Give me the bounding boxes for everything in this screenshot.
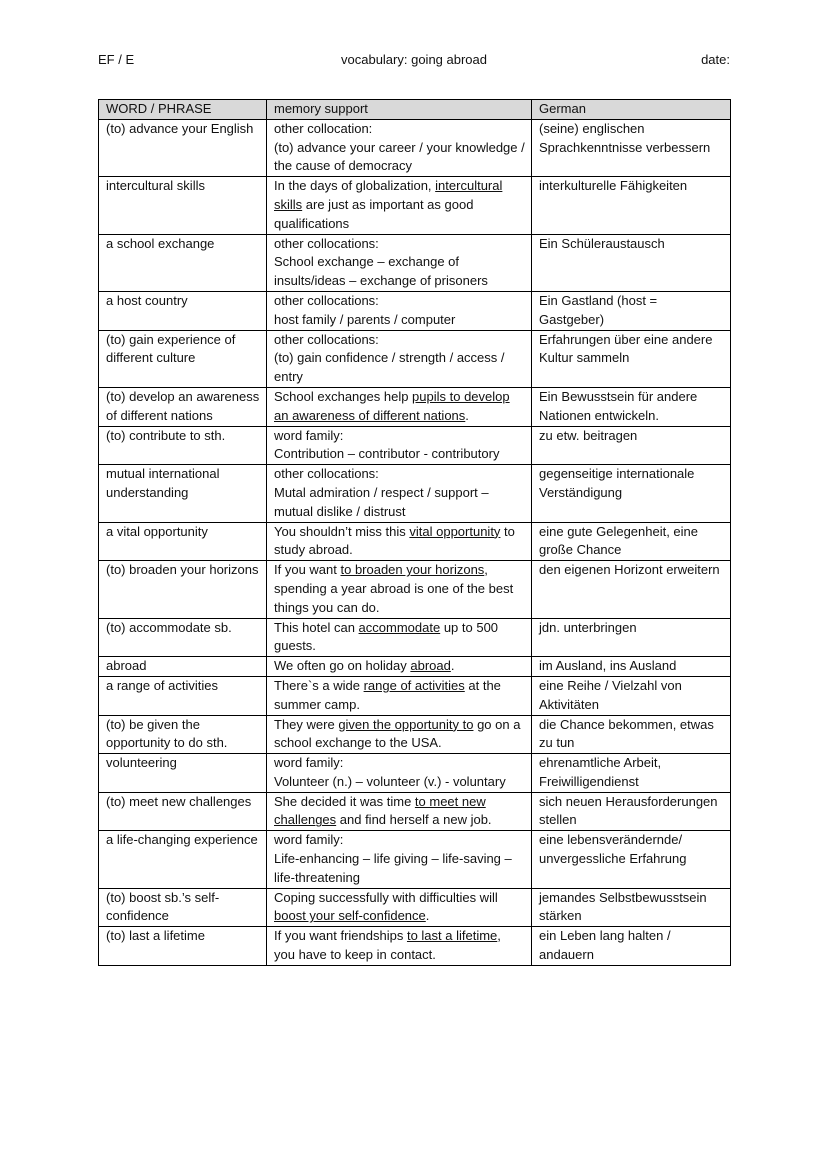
word-cell: volunteering	[99, 754, 267, 793]
german-cell: gegenseitige internationale Verständigung	[532, 465, 731, 522]
highlighted-phrase: pupils to develop an awareness of different nations	[274, 388, 510, 423]
column-header-german: German	[532, 100, 731, 120]
german-cell: eine lebensverändernde/ unvergessliche Erfahrung	[532, 831, 731, 888]
table-row	[99, 177, 731, 234]
memory-line	[274, 331, 525, 350]
memory-text: This hotel can	[274, 619, 359, 635]
word-cell: (to) last a lifetime	[99, 927, 267, 966]
memory-cell	[267, 927, 532, 966]
word-cell: (to) broaden your horizons	[99, 561, 267, 618]
table-row	[99, 291, 731, 330]
table-row	[99, 426, 731, 465]
memory-line	[274, 523, 525, 561]
memory-line	[274, 619, 525, 657]
memory-text: .	[425, 908, 430, 924]
table-row	[99, 792, 731, 831]
table-header	[99, 100, 731, 120]
memory-text: Contribution – contributor - contributory	[274, 446, 500, 462]
german-cell: ein Leben lang halten / andauern	[532, 927, 731, 966]
memory-line	[274, 793, 525, 831]
memory-line	[274, 465, 525, 484]
highlighted-phrase: boost your self-confidence	[274, 908, 426, 924]
memory-cell	[267, 715, 532, 754]
word-cell: mutual international understanding	[99, 465, 267, 522]
table-row	[99, 657, 731, 677]
memory-line	[274, 889, 525, 927]
memory-cell	[267, 754, 532, 793]
column-header-memory: memory support	[267, 100, 532, 120]
memory-line	[274, 850, 525, 888]
memory-text: You shouldn’t miss this	[274, 523, 410, 539]
memory-line	[274, 292, 525, 311]
table-row	[99, 676, 731, 715]
word-cell: a range of activities	[99, 676, 267, 715]
german-cell: Ein Bewusstsein für andere Nationen entwickeln.	[532, 387, 731, 426]
highlighted-phrase: intercultural skills	[274, 178, 503, 212]
table-row	[99, 754, 731, 793]
word-cell: a life-changing experience	[99, 831, 267, 888]
memory-text: If you want friendships	[274, 928, 407, 944]
highlighted-phrase: to broaden your horizons	[340, 562, 485, 578]
table-row	[99, 387, 731, 426]
german-cell: Ein Schüleraustausch	[532, 234, 731, 291]
memory-text: We often go on holiday	[274, 658, 411, 674]
class-label: EF / E	[98, 52, 135, 67]
memory-text: go on a school exchange to the USA.	[274, 716, 521, 751]
memory-cell	[267, 330, 532, 387]
date-label: date:	[701, 52, 730, 67]
memory-cell	[267, 561, 532, 618]
table-row	[99, 618, 731, 657]
highlighted-phrase: given the opportunity to	[338, 716, 474, 732]
memory-line	[274, 716, 525, 754]
table-row	[99, 561, 731, 618]
word-cell: (to) contribute to sth.	[99, 426, 267, 465]
memory-cell	[267, 831, 532, 888]
memory-text: word family:	[274, 755, 344, 771]
memory-text: host family / parents / computer	[274, 311, 456, 327]
highlighted-phrase: range of activities	[363, 677, 465, 693]
german-cell: im Ausland, ins Ausland	[532, 657, 731, 677]
memory-text: Life-enhancing – life giving – life-saving – life-threatening	[274, 851, 512, 885]
memory-line	[274, 311, 525, 330]
word-cell: a host country	[99, 291, 267, 330]
memory-line	[274, 484, 525, 522]
word-cell: (to) gain experience of different culture	[99, 330, 267, 387]
page-title: vocabulary: going abroad	[341, 52, 487, 67]
memory-text: Coping successfully with difficulties will	[274, 889, 498, 905]
table-row	[99, 234, 731, 291]
german-cell: sich neuen Herausforderungen stellen	[532, 792, 731, 831]
vocabulary-table	[98, 99, 731, 966]
page-header	[98, 50, 730, 70]
table-row	[99, 715, 731, 754]
memory-cell	[267, 291, 532, 330]
german-cell: interkulturelle Fähigkeiten	[532, 177, 731, 234]
memory-line	[274, 773, 525, 792]
memory-text: , spending a year abroad is one of the best things you can do.	[274, 562, 514, 615]
german-cell: zu etw. beitragen	[532, 426, 731, 465]
memory-line	[274, 235, 525, 254]
german-cell: jemandes Selbstbewusstsein stärken	[532, 888, 731, 927]
memory-cell	[267, 119, 532, 176]
header-row	[99, 100, 731, 120]
word-cell: intercultural skills	[99, 177, 267, 234]
memory-text: word family:	[274, 832, 344, 848]
memory-text: at the summer camp.	[274, 677, 501, 712]
word-cell: abroad	[99, 657, 267, 677]
table-body	[99, 119, 731, 965]
table-row	[99, 330, 731, 387]
memory-line	[274, 677, 525, 715]
highlighted-phrase: to last a lifetime	[406, 928, 498, 944]
table-row	[99, 522, 731, 561]
memory-line	[274, 177, 525, 233]
german-cell: den eigenen Horizont erweitern	[532, 561, 731, 618]
memory-text: There`s a wide	[274, 677, 364, 693]
memory-text: In the days of globalization,	[274, 178, 436, 194]
memory-text: other collocations:	[274, 292, 379, 308]
memory-cell	[267, 888, 532, 927]
german-cell: Erfahrungen über eine andere Kultur sammeln	[532, 330, 731, 387]
german-cell: eine Reihe / Vielzahl von Aktivitäten	[532, 676, 731, 715]
table-row	[99, 465, 731, 522]
highlighted-phrase: to meet new challenges	[274, 793, 486, 828]
column-header-word: WORD / PHRASE	[99, 100, 267, 120]
memory-text: She decided it was time	[274, 793, 415, 809]
memory-text: and find herself a new job.	[336, 812, 492, 828]
memory-text: are just as important as good qualifications	[274, 196, 474, 231]
memory-cell	[267, 522, 532, 561]
memory-text: .	[465, 407, 469, 423]
memory-cell	[267, 618, 532, 657]
word-cell: (to) develop an awareness of different nations	[99, 387, 267, 426]
german-cell: ehrenamtliche Arbeit, Freiwilligendienst	[532, 754, 731, 793]
highlighted-phrase: vital opportunity	[409, 523, 501, 539]
memory-text: word family:	[274, 427, 344, 443]
memory-text: to study abroad.	[274, 523, 515, 558]
memory-line	[274, 927, 525, 965]
word-cell: (to) accommodate sb.	[99, 618, 267, 657]
highlighted-phrase: accommodate	[358, 619, 441, 635]
german-cell: jdn. unterbringen	[532, 618, 731, 657]
memory-line	[274, 253, 525, 291]
memory-line	[274, 657, 525, 676]
word-cell: (to) meet new challenges	[99, 792, 267, 831]
memory-text: School exchanges help	[274, 388, 413, 404]
memory-line	[274, 561, 525, 617]
memory-cell	[267, 177, 532, 234]
word-cell: (to) boost sb.’s self-confidence	[99, 888, 267, 927]
memory-line	[274, 754, 525, 773]
memory-cell	[267, 234, 532, 291]
memory-text: , you have to keep in contact.	[274, 928, 501, 963]
memory-text: Volunteer (n.) – volunteer (v.) - voluntary	[274, 773, 506, 789]
memory-line	[274, 349, 525, 387]
memory-text: If you want	[274, 562, 341, 578]
memory-text: School exchange – exchange of insults/ideas – exchange of prisoners	[274, 254, 488, 289]
memory-text: other collocations:	[274, 235, 379, 251]
memory-text: (to) advance your career / your knowledge / the cause of democracy	[274, 139, 525, 174]
memory-cell	[267, 387, 532, 426]
highlighted-phrase: abroad	[410, 658, 451, 674]
memory-line	[274, 388, 525, 426]
memory-line	[274, 139, 525, 177]
memory-cell	[267, 657, 532, 677]
table-row	[99, 119, 731, 176]
memory-cell	[267, 465, 532, 522]
memory-line	[274, 831, 525, 850]
word-cell: (to) advance your English	[99, 119, 267, 176]
memory-text: (to) gain confidence / strength / access / entry	[274, 350, 505, 385]
memory-cell	[267, 426, 532, 465]
memory-text: They were	[274, 716, 339, 732]
memory-text: .	[450, 658, 455, 674]
word-cell: (to) be given the opportunity to do sth.	[99, 715, 267, 754]
memory-text: up to 500 guests.	[274, 619, 499, 654]
table-row	[99, 888, 731, 927]
word-cell: a school exchange	[99, 234, 267, 291]
memory-text: Mutal admiration / respect / support – mutual dislike / distrust	[274, 484, 489, 519]
memory-text: other collocations:	[274, 331, 379, 347]
word-cell: a vital opportunity	[99, 522, 267, 561]
memory-line	[274, 445, 525, 464]
memory-cell	[267, 676, 532, 715]
memory-line	[274, 120, 525, 139]
german-cell: die Chance bekommen, etwas zu tun	[532, 715, 731, 754]
memory-line	[274, 427, 525, 446]
table-row	[99, 927, 731, 966]
table-row	[99, 831, 731, 888]
memory-text: other collocation:	[274, 120, 373, 136]
german-cell: (seine) englischen Sprachkenntnisse verbessern	[532, 119, 731, 176]
memory-text: other collocations:	[274, 466, 379, 482]
german-cell: Ein Gastland (host = Gastgeber)	[532, 291, 731, 330]
german-cell: eine gute Gelegenheit, eine große Chance	[532, 522, 731, 561]
memory-cell	[267, 792, 532, 831]
